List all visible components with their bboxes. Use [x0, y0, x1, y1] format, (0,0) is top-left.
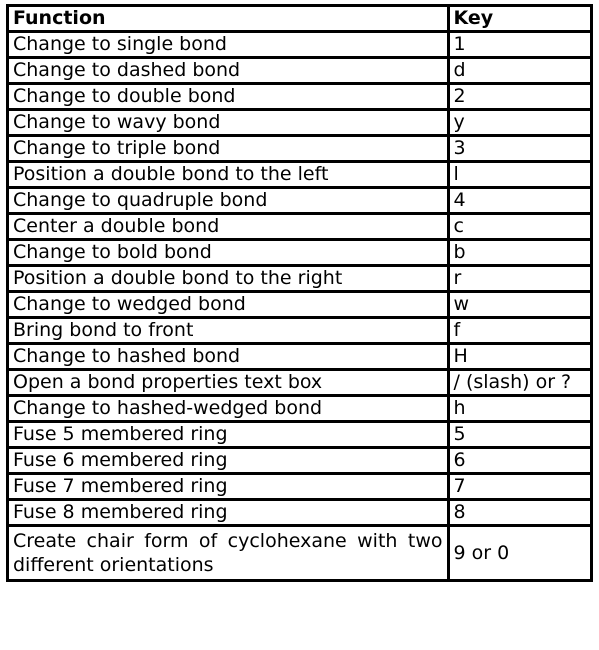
key-cell: 7: [448, 474, 590, 500]
table-row: [9, 344, 590, 370]
function-cell: Create chair form of cyclohexane with two different orientations: [9, 526, 448, 580]
table-row: [9, 448, 590, 474]
function-cell: Fuse 5 membered ring: [9, 422, 448, 448]
table-row: [9, 318, 590, 344]
key-column-header: Key: [448, 7, 590, 32]
table-row: [9, 136, 590, 162]
table-row: [9, 292, 590, 318]
function-cell: Open a bond properties text box: [9, 370, 448, 396]
keyboard-shortcut-table: [9, 7, 590, 579]
key-cell: 4: [448, 188, 590, 214]
function-cell: Change to triple bond: [9, 136, 448, 162]
function-cell: Change to bold bond: [9, 240, 448, 266]
function-cell: Change to wavy bond: [9, 110, 448, 136]
table-row: [9, 32, 590, 58]
key-cell: d: [448, 58, 590, 84]
function-cell: Change to quadruple bond: [9, 188, 448, 214]
function-cell: Fuse 8 membered ring: [9, 500, 448, 526]
function-column-header: Function: [9, 7, 448, 32]
function-cell: Bring bond to front: [9, 318, 448, 344]
table-row: [9, 58, 590, 84]
function-cell: Position a double bond to the right: [9, 266, 448, 292]
table-row: [9, 240, 590, 266]
table-row: [9, 110, 590, 136]
function-cell: Fuse 7 membered ring: [9, 474, 448, 500]
function-cell: Center a double bond: [9, 214, 448, 240]
table-row: [9, 214, 590, 240]
table-row: [9, 370, 590, 396]
table-row: [9, 474, 590, 500]
table-header-row: [9, 7, 590, 32]
table-row: [9, 162, 590, 188]
function-cell: Change to hashed-wedged bond: [9, 396, 448, 422]
key-cell: f: [448, 318, 590, 344]
table-row: [9, 188, 590, 214]
key-cell: 8: [448, 500, 590, 526]
key-cell: 1: [448, 32, 590, 58]
function-cell: Change to double bond: [9, 84, 448, 110]
key-cell: w: [448, 292, 590, 318]
key-cell: 9 or 0: [448, 526, 590, 580]
key-cell: l: [448, 162, 590, 188]
key-cell: 2: [448, 84, 590, 110]
key-cell: H: [448, 344, 590, 370]
table-row: [9, 266, 590, 292]
key-cell: y: [448, 110, 590, 136]
table-row: [9, 84, 590, 110]
table-row: [9, 422, 590, 448]
table-row: [9, 500, 590, 526]
function-cell: Change to wedged bond: [9, 292, 448, 318]
key-cell: 3: [448, 136, 590, 162]
key-cell: 6: [448, 448, 590, 474]
function-cell: Change to dashed bond: [9, 58, 448, 84]
table-row: [9, 526, 590, 580]
function-cell: Position a double bond to the left: [9, 162, 448, 188]
key-cell: r: [448, 266, 590, 292]
function-cell: Fuse 6 membered ring: [9, 448, 448, 474]
table-row: [9, 396, 590, 422]
key-cell: c: [448, 214, 590, 240]
key-cell: h: [448, 396, 590, 422]
function-cell: Change to single bond: [9, 32, 448, 58]
shortcut-table-container: [6, 4, 593, 582]
function-cell: Change to hashed bond: [9, 344, 448, 370]
key-cell: 5: [448, 422, 590, 448]
key-cell: / (slash) or ?: [448, 370, 590, 396]
key-cell: b: [448, 240, 590, 266]
